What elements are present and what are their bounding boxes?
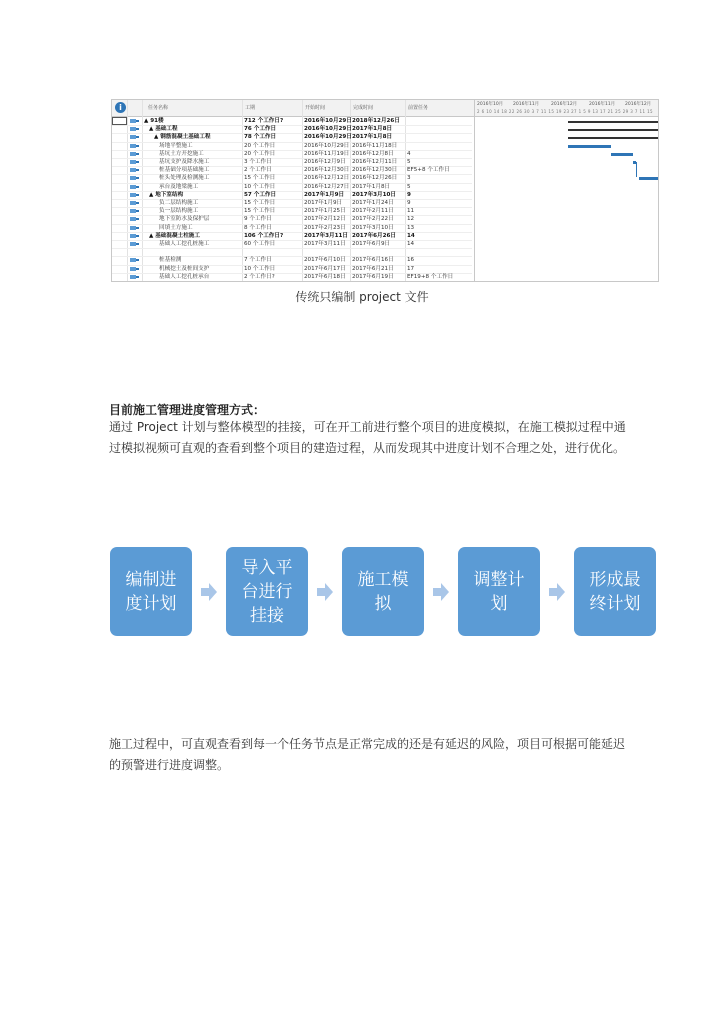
gantt-caption: 传统只编制 project 文件 [295, 290, 429, 304]
cell-work: 78 个工作日 [244, 134, 277, 141]
cell-start: 2016年10月29日 [304, 134, 352, 141]
cell-name: ▲ 地下室结构 [149, 191, 184, 198]
task-bar [568, 145, 611, 148]
arrow-right-icon [317, 583, 333, 601]
arrow-right-icon [549, 583, 565, 601]
cell-start: 2017年1月9日 [304, 191, 345, 198]
cell-name: 负二层结构施工 [159, 200, 199, 206]
task-mode-icon [130, 135, 139, 139]
cell-name: ▲ 基础混凝土柱施工 [149, 232, 200, 239]
cell-work: 106 个工作日? [244, 232, 284, 239]
cell-start: 2016年12月9日 [304, 159, 346, 165]
cell-name: ▲ 钢筋混凝土基础工程 [154, 134, 211, 141]
cell-finish: 2016年11月18日 [352, 142, 398, 149]
gantt-timeline [474, 100, 659, 281]
cell-work: 2 个工作日 [244, 167, 272, 174]
month-label: 2016年12月 [551, 102, 578, 107]
task-mode-icon [130, 267, 139, 271]
cell-start: 2016年12月30日 [304, 167, 350, 174]
header-predecessors: 前置任务 [408, 105, 429, 111]
cell-work: 712 个工作日? [244, 118, 284, 124]
task-mode-icon [130, 160, 139, 164]
cell-name: 基础人工挖孔桩施工 [159, 241, 210, 247]
flow-step-2: 导入平台进行挂接 [226, 547, 308, 636]
cell-finish: 2017年6月16日 [352, 257, 394, 264]
task-bar [611, 153, 633, 156]
cell-pred: 13 [407, 224, 415, 231]
cell-finish: 2017年6月19日 [352, 273, 394, 280]
cell-finish: 2017年2月22日 [352, 216, 394, 223]
cell-name: 桩基检测 [159, 257, 182, 264]
task-mode-icon [130, 127, 139, 131]
cell-finish: 2016年12月26日 [352, 175, 398, 182]
flow-step-1: 编制进度计划 [110, 547, 192, 636]
cell-finish: 2016年12月30日 [352, 167, 398, 174]
task-mode-icon [130, 209, 139, 213]
month-label: 2016年10月 [477, 102, 504, 107]
selected-cell [112, 117, 127, 125]
cell-work: 10 个工作日 [244, 265, 276, 272]
cell-finish: 2017年6月9日 [352, 241, 391, 247]
cell-work: 20 个工作日 [244, 142, 276, 149]
cell-work: 8 个工作日 [244, 224, 272, 231]
cell-work: 76 个工作日 [244, 126, 277, 133]
cell-pred: 11 [407, 208, 415, 215]
cell-work: 57 个工作日 [244, 191, 277, 198]
task-mode-icon [130, 119, 139, 123]
task-mode-icon [130, 185, 139, 189]
cell-start: 2017年2月12日 [304, 216, 346, 223]
cell-pred: EF19+8 个工作日 [407, 273, 454, 280]
cell-pred: 3 [407, 175, 411, 182]
month-label: 2016年11月 [513, 102, 540, 107]
cell-start: 2016年10月29日 [304, 142, 350, 149]
header-finish: 完成时间 [353, 105, 374, 111]
task-mode-icon [130, 242, 139, 246]
cell-finish: 2016年12月8日 [352, 150, 394, 157]
cell-start: 2017年6月18日 [304, 273, 346, 280]
cell-pred: 9 [407, 191, 411, 198]
flow-step-4: 调整计划 [458, 547, 540, 636]
cell-pred: 17 [407, 265, 415, 272]
task-mode-icon [130, 226, 139, 230]
section-heading: 目前施工管理进度管理方式： [109, 403, 266, 417]
cell-name: 机械挖土及桩间支护 [159, 265, 210, 272]
project-gantt-screenshot [111, 99, 659, 282]
cell-start: 2017年2月23日 [304, 224, 346, 231]
cell-pred: 12 [407, 216, 415, 223]
cell-start: 2016年11月19日 [304, 150, 350, 157]
cell-name: ▲ 91楼 [144, 118, 164, 124]
task-mode-icon [130, 193, 139, 197]
cell-finish: 2017年3月10日 [352, 224, 394, 231]
cell-work: 10 个工作日 [244, 183, 276, 190]
cell-pred: EF5+8 个工作日 [407, 167, 450, 174]
cell-work: 7 个工作日 [244, 257, 272, 264]
cell-name: 承台及地梁施工 [159, 183, 199, 190]
task-mode-icon [130, 275, 139, 279]
summary-bar [568, 129, 659, 131]
arrow-right-icon [201, 583, 217, 601]
task-mode-icon [130, 152, 139, 156]
cell-pred: 14 [407, 232, 415, 239]
cell-finish: 2018年12月26日 [352, 118, 400, 124]
task-mode-icon [130, 217, 139, 221]
cell-work: 20 个工作日 [244, 150, 276, 157]
cell-name: 场地平整施工 [159, 142, 193, 149]
cell-start: 2017年1月9日 [304, 200, 343, 206]
cell-start: 2017年3月11日 [304, 241, 346, 247]
cell-name: 地下室防水及保护层 [159, 216, 210, 223]
task-mode-icon [130, 176, 139, 180]
cell-start: 2017年6月17日 [304, 265, 346, 272]
header-start: 开始时间 [305, 105, 326, 111]
task-mode-icon [130, 201, 139, 205]
header-work: 工期 [245, 105, 256, 111]
header-task-name: 任务名称 [148, 105, 169, 111]
cell-work: 3 个工作日 [244, 159, 272, 165]
cell-finish: 2017年6月21日 [352, 265, 394, 272]
summary-bar [568, 121, 659, 123]
cell-finish: 2017年2月11日 [352, 208, 394, 215]
cell-start: 2017年3月11日 [304, 232, 349, 239]
cell-start: 2017年1月25日 [304, 208, 346, 215]
cell-work: 15 个工作日 [244, 208, 276, 215]
cell-name: 桩头处理及检测施工 [159, 175, 210, 182]
cell-pred: 14 [407, 241, 415, 247]
cell-finish: 2017年1月8日 [352, 134, 393, 141]
cell-pred: 4 [407, 150, 411, 157]
cell-name: ▲ 基础工程 [149, 126, 178, 133]
cell-start: 2017年6月10日 [304, 257, 346, 264]
cell-name: 基础人工挖孔桩承台 [159, 273, 210, 280]
cell-work: 15 个工作日 [244, 200, 276, 206]
cell-work: 9 个工作日 [244, 216, 272, 223]
intro-paragraph: 通过 Project 计划与整体模型的挂接，可在开工前进行整个项目的进度模拟，在施工模拟过程中通过模拟视频可直观的查看到整个项目的建造过程，从而发现其中进度计划不合理之处，进行优化。 [109, 420, 626, 455]
flow-step-3: 施工模拟 [342, 547, 424, 636]
table-row[interactable] [112, 273, 472, 282]
cell-name: 桩基础分项基础施工 [159, 167, 210, 174]
cell-pred: 5 [407, 183, 411, 190]
cell-finish: 2017年1月8日 [352, 126, 393, 133]
cell-start: 2016年10月29日 [304, 118, 352, 124]
cell-name: 回填土方施工 [159, 224, 193, 231]
task-mode-icon [130, 168, 139, 172]
cell-start: 2016年10月29日 [304, 126, 352, 133]
cell-name: 基坑土方开挖施工 [159, 150, 204, 157]
cell-finish: 2017年6月26日 [352, 232, 397, 239]
cell-finish: 2017年3月10日 [352, 191, 397, 198]
cell-finish: 2017年1月24日 [352, 200, 394, 206]
cell-work: 15 个工作日 [244, 175, 276, 182]
cell-pred: 5 [407, 159, 411, 165]
task-bar [639, 177, 659, 180]
cell-finish: 2016年12月11日 [352, 159, 398, 165]
cell-pred: 9 [407, 200, 411, 206]
arrow-right-icon [433, 583, 449, 601]
month-label: 2016年12月 [625, 102, 652, 107]
task-mode-icon [130, 258, 139, 262]
cell-name: 基坑支护及降水施工 [159, 159, 210, 165]
cell-finish: 2017年1月8日 [352, 183, 391, 190]
flow-step-5: 形成最终计划 [574, 547, 656, 636]
cell-pred: 16 [407, 257, 415, 264]
cell-work: 2 个工作日? [244, 273, 275, 280]
cell-work: 60 个工作日 [244, 241, 276, 247]
info-icon: i [115, 102, 126, 113]
summary-bar [568, 137, 659, 139]
closing-paragraph: 施工过程中，可直观查看到每一个任务节点是正常完成的还是有延迟的风险，项目可根据可能延迟的预警进行进度调整。 [109, 737, 626, 772]
day-scale: 2 6 10 14 18 22 26 30 3 7 11 15 19 23 27 1 5 9 13 17 21 25 29 3 7 11 15 [477, 109, 653, 114]
task-mode-icon [130, 144, 139, 148]
cell-name: 负一层结构施工 [159, 208, 199, 215]
cell-start: 2016年12月12日 [304, 175, 350, 182]
cell-start: 2016年12月27日 [304, 183, 350, 190]
task-mode-icon [130, 234, 139, 238]
month-label: 2016年11月 [589, 102, 616, 107]
